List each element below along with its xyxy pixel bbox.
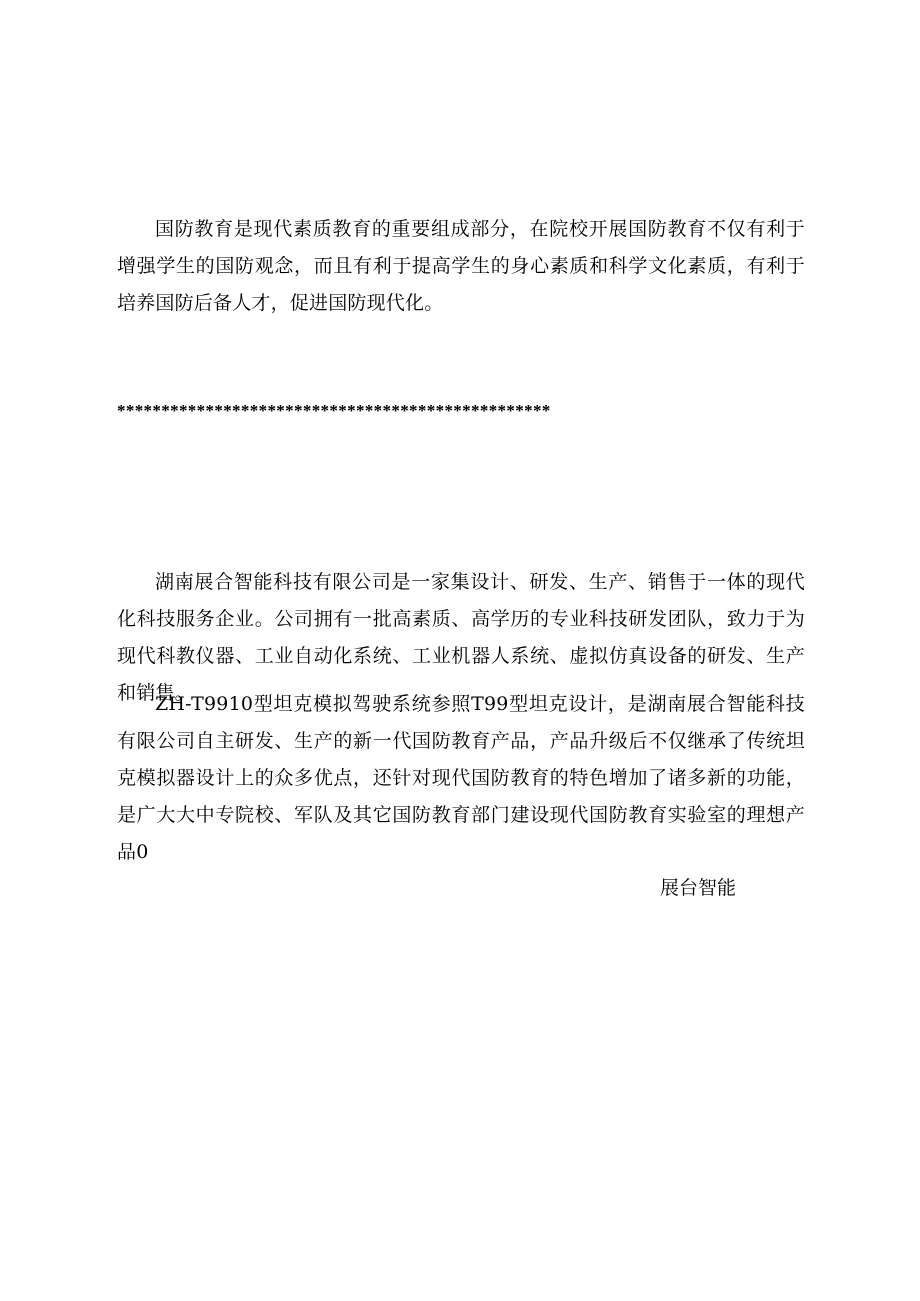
- company-paragraph: 湖南展合智能科技有限公司是一家集设计、研发、生产、销售于一体的现代化科技服务企业。公司拥有一批高素质、高学历的专业科技研发团队，致力于为现代科教仪器、工业自动化系统、工业机器人系统、虚拟仿真设备的研发、生产和销售。: [117, 571, 805, 704]
- signature: 展台智能: [660, 877, 737, 899]
- product-paragraph: ZH-T9910型坦克模拟驾驶系统参照T99型坦克设计，是湖南展合智能科技有限公司自主研发、生产的新一代国防教育产品，产品升级后不仅继承了传统坦克模拟器设计上的众多优点，还针对现代国防教育的特色增加了诸多新的功能，是广大大中专院校、军队及其它国防教育部门建设现代国防教育实验室的理想产品0: [117, 693, 805, 863]
- asterisk-divider: *************************************************: [117, 401, 551, 420]
- intro-paragraph: 国防教育是现代素质教育的重要组成部分，在院校开展国防教育不仅有利于增强学生的国防观念，而且有利于提高学生的身心素质和科学文化素质，有利于培养国防后备人才，促进国防现代化。: [117, 218, 805, 314]
